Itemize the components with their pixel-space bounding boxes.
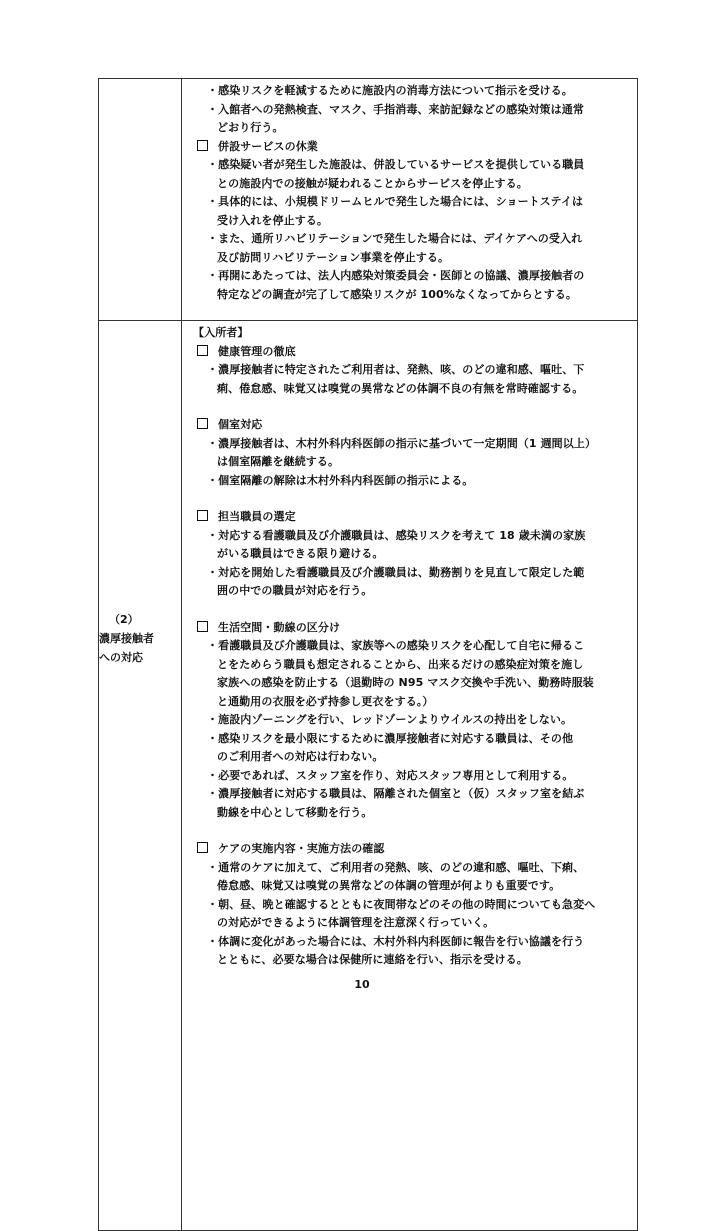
text-line: ・濃厚接触者は、木村外科内科医師の指示に基づいて一定期間（1 週間以上） xyxy=(207,436,597,450)
text-line: 囲の中での職員が対応を行う。 xyxy=(217,584,373,597)
checkbox-square-icon xyxy=(197,418,208,429)
text-line: ・再開にあたっては、法人内感染対策委員会・医師との協議、濃厚接触者の xyxy=(207,269,585,282)
text-line: ・濃厚接触者に特定されたご利用者は、発熱、咳、のどの違和感、嘔吐、下 xyxy=(207,363,585,376)
section-heading xyxy=(187,508,633,527)
text-line: 痢、倦怠感、味覚又は嗅覚の異常などの体調不良の有無を常時確認する。 xyxy=(217,381,584,395)
row1-left-cell xyxy=(99,79,182,321)
text-line: 動線を中心として移動を行う。 xyxy=(217,805,373,819)
heading-text: ケアの実施内容・実施方法の確認 xyxy=(218,842,385,855)
text-line: とともに、必要な場合は保健所に連絡を行い、指示を受ける。 xyxy=(217,953,528,966)
text-line: ・看護職員及び介護職員は、家族等への感染リスクを心配して自宅に帰るこ xyxy=(207,639,585,652)
section-heading xyxy=(187,416,633,435)
checkbox-square-icon xyxy=(197,510,208,521)
spacer xyxy=(187,822,633,840)
text-line: ・必要であれば、スタッフ室を作り、対応スタッフ専用として利用する。 xyxy=(207,768,574,782)
group-heading: 【入所者】 xyxy=(193,326,249,339)
section-title-line1: 濃厚接触者 xyxy=(99,632,154,645)
row1-content-cell xyxy=(182,79,638,321)
page-number: 10 xyxy=(354,978,370,991)
text-line: は個室隔離を継続する。 xyxy=(217,455,340,468)
text-line: の対応ができるように体調管理を注意深く行っていく。 xyxy=(217,916,495,929)
heading-text: 健康管理の徹底 xyxy=(218,344,296,358)
spacer xyxy=(187,398,633,416)
section-number: （2） xyxy=(109,613,139,626)
checkbox-square-icon xyxy=(197,345,208,356)
checkbox-square-icon xyxy=(197,140,208,151)
text-line: 受け入れを停止する。 xyxy=(217,213,328,227)
text-line: 倦怠感、味覚又は嗅覚の異常などの体調の管理が何よりも重要です。 xyxy=(217,879,561,892)
section-title-line2: への対応 xyxy=(99,651,143,664)
text-line: ・対応する看護職員及び介護職員は、感染リスクを考えて 18 歳未満の家族 xyxy=(207,528,586,542)
section-heading xyxy=(187,138,633,157)
text-line: ・体調に変化があった場合には、木村外科内科医師に報告を行い協議を行う xyxy=(207,934,585,948)
section-heading xyxy=(187,343,633,362)
text-line: ・施設内ゾーニングを行い、レッドゾーンよりウイルスの持出をしない。 xyxy=(207,713,573,726)
text-line: どおり行う。 xyxy=(217,121,284,134)
text-line: とをためらう職員も想定されることから、出来るだけの感染症対策を施し xyxy=(217,657,584,671)
text-line: と通勤用の衣服を必ず持参し更衣をする。） xyxy=(217,694,434,708)
text-line: ・対応を開始した看護職員及び介護職員は、勤務割りを見直して限定した範 xyxy=(207,565,585,579)
heading-text: 担当職員の選定 xyxy=(218,510,296,523)
heading-text: 生活空間・動線の区分け xyxy=(218,620,341,634)
spacer xyxy=(187,490,633,508)
text-line: ・濃厚接触者に対応する職員は、隔離された個室と（仮）スタッフ室を結ぶ xyxy=(207,787,585,800)
text-line: ・感染リスクを最小限にするために濃厚接触者に対応する職員は、その他 xyxy=(207,731,574,745)
heading-text: 個室対応 xyxy=(218,418,263,431)
text-line: ・また、通所リハビリテーションで発生した場合には、デイケアへの受入れ xyxy=(207,232,583,245)
text-line: 家族への感染を防止する（退勤時の N95 マスク交換や手洗い、勤務時服装 xyxy=(217,676,594,689)
text-line: ・個室隔離の解除は木村外科内科医師の指示による。 xyxy=(207,473,474,487)
table-row-close-contact xyxy=(99,321,638,1231)
text-line: ・通常のケアに加えて、ご利用者の発熱、咳、のどの違和感、嘔吐、下痢、 xyxy=(207,860,585,874)
text-line: との施設内での接触が疑われることからサービスを停止する。 xyxy=(217,176,528,190)
checkbox-square-icon xyxy=(197,842,208,853)
row2-content-cell xyxy=(182,321,638,1231)
checkbox-square-icon xyxy=(197,621,208,632)
text-line: ・感染リスクを軽減するために施設内の消毒方法について指示を受ける。 xyxy=(207,84,573,97)
spacer xyxy=(187,601,633,619)
text-line: ・朝、昼、晩と確認するとともに夜間帯などのその他の時間についても急変へ xyxy=(207,897,596,911)
text-line: 及び訪問リハビリテーション事業を停止する。 xyxy=(217,250,450,264)
text-line: ・具体的には、小規模ドリームヒルで発生した場合には、ショートステイは xyxy=(207,195,584,208)
text-line: のご利用者への対応は行わない。 xyxy=(217,750,384,763)
table-row-continued xyxy=(99,79,638,321)
section-heading xyxy=(187,840,633,859)
section-heading xyxy=(187,619,633,638)
row2-label-cell xyxy=(99,321,182,1231)
heading-text: 併設サービスの休業 xyxy=(218,139,318,153)
text-line: 特定などの調査が完了して感染リスクが 100%なくなってからとする。 xyxy=(217,287,577,301)
text-line: ・感染疑い者が発生した施設は、併設しているサービスを提供している職員 xyxy=(207,158,585,171)
text-line: ・入館者への発熱検査、マスク、手指消毒、来訪記録などの感染対策は通常 xyxy=(207,102,584,116)
text-line: がいる職員はできる限り避ける。 xyxy=(217,547,384,560)
document-table xyxy=(98,78,638,1231)
